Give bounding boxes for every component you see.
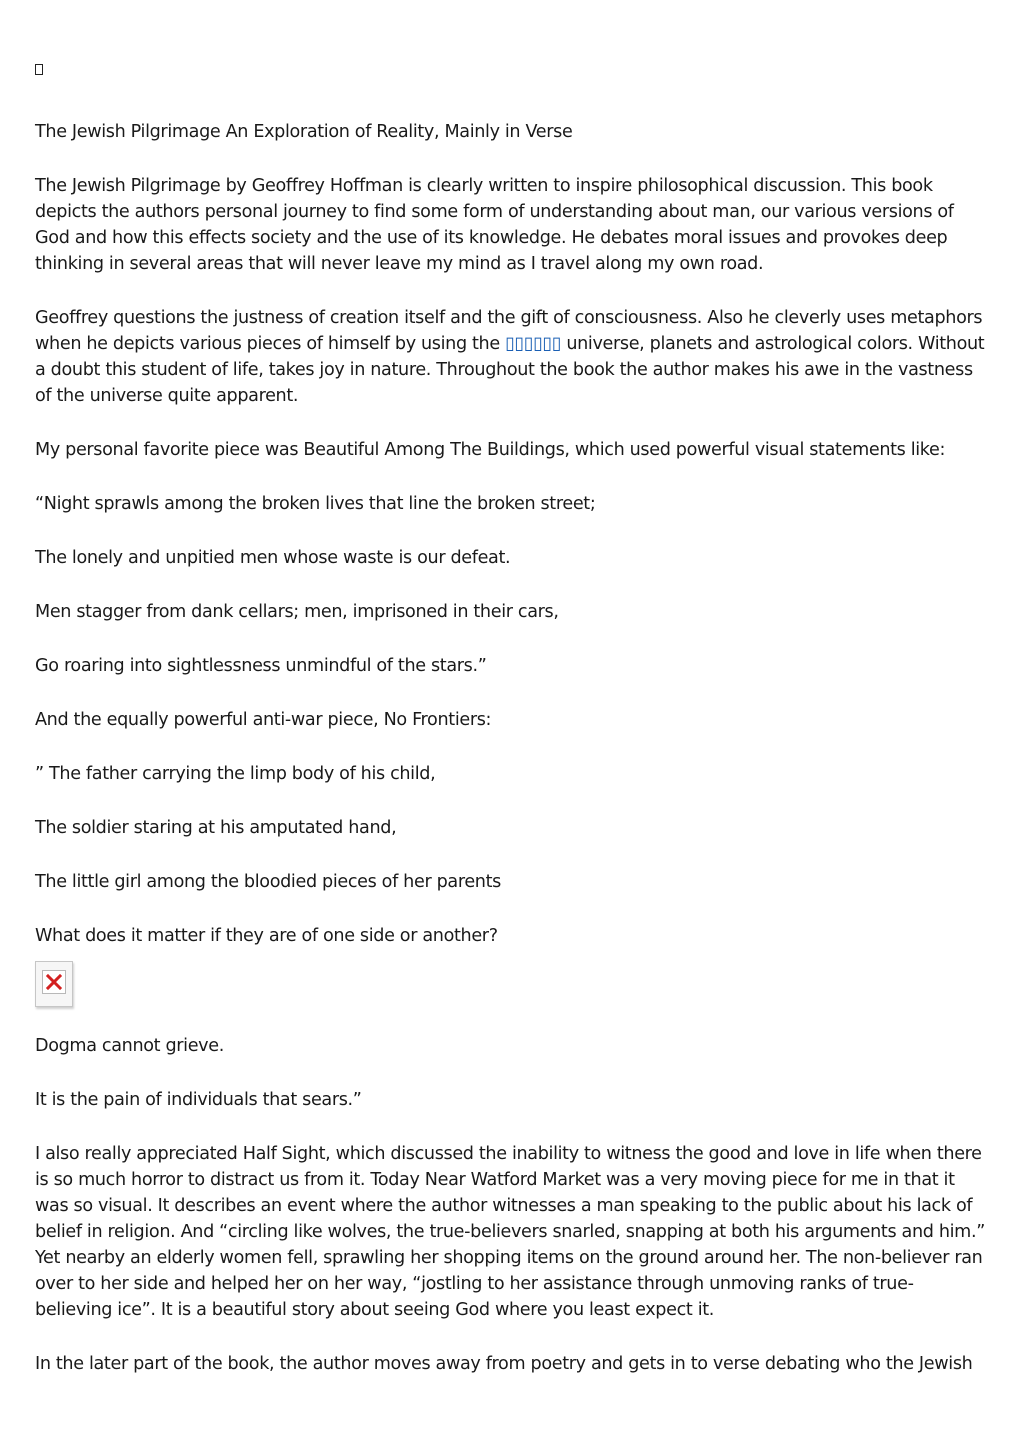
paragraph-half-sight: I also really appreciated Half Sight, which discussed the inability to witness the good and love in life when there is so much horror to distract us from it. Today Near Watford Market was a very moving piece for me in that it was so visual. It describes an event where the author witnesses a man speaking to the public about his lack of belief in religion. And “circling like wolves, the true-believers snarled, snapping at both his arguments and him.” Yet nearby an elderly women fell, sprawling her shopping items on the ground around her. The non-believer ran over to her side and helped her on her way, “jostling to her assistance through unmoving ranks of true-believing ice”. It is a beautiful story about seeing God where you least expect it. [35,1144,985,1320]
inline-link[interactable]: ▯▯▯▯▯▯ [505,334,562,354]
quote-line: “Night sprawls among the broken lives that line the broken street; [35,494,596,514]
quote-line: Go roaring into sightlessness unmindful of the stars.” [35,656,487,676]
article [35,64,989,1405]
quote-line: It is the pain of individuals that sears.” [35,1090,362,1110]
paragraph-anti-war: And the equally powerful anti-war piece, No Frontiers: [35,710,492,730]
paragraph-metaphors [35,305,989,409]
quote-line: The little girl among the bloodied pieces of her parents [35,872,501,892]
quote-line: What does it matter if they are of one side or another? [35,926,498,946]
quote-line: Men stagger from dank cellars; men, imprisoned in their cars, [35,602,559,622]
broken-image-icon [35,961,73,1007]
paragraph-metaphors-end: universe, planets and astrological colors. Without a doubt this student of life, takes joy in nature. Throughout the book the author makes his awe in the vastness of the universe quite apparent. [35,334,985,406]
article-title: The Jewish Pilgrimage An Exploration of Reality, Mainly in Verse [35,122,573,142]
quote-line: ” The father carrying the limp body of his child, [35,764,436,784]
quote-line: Dogma cannot grieve. [35,1036,224,1056]
quote-line: The lonely and unpitied men whose waste is our defeat. [35,548,511,568]
paragraph-intro: The Jewish Pilgrimage by Geoffrey Hoffman is clearly written to inspire philosophical discussion. This book depicts the authors personal journey to find some form of understanding about man, our various versions of God and how this effects society and the use of its knowledge. He debates moral issues and provokes deep thinking in several areas that will never leave my mind as I travel along my own road. [35,176,954,274]
paragraph-metaphors-start: Geoffrey questions the justness of creation itself and the gift of consciousness. Also he cleverly uses metaphors when he depicts various pieces of himself by using the [35,308,983,354]
missing-glyph-icon [35,64,43,75]
paragraph-favorite: My personal favorite piece was Beautiful Among The Buildings, which used powerful visual statements like: [35,440,946,460]
quote-line: The soldier staring at his amputated hand, [35,818,397,838]
paragraph-later-part: In the later part of the book, the author moves away from poetry and gets in to verse debating who the Jewish [35,1354,973,1374]
